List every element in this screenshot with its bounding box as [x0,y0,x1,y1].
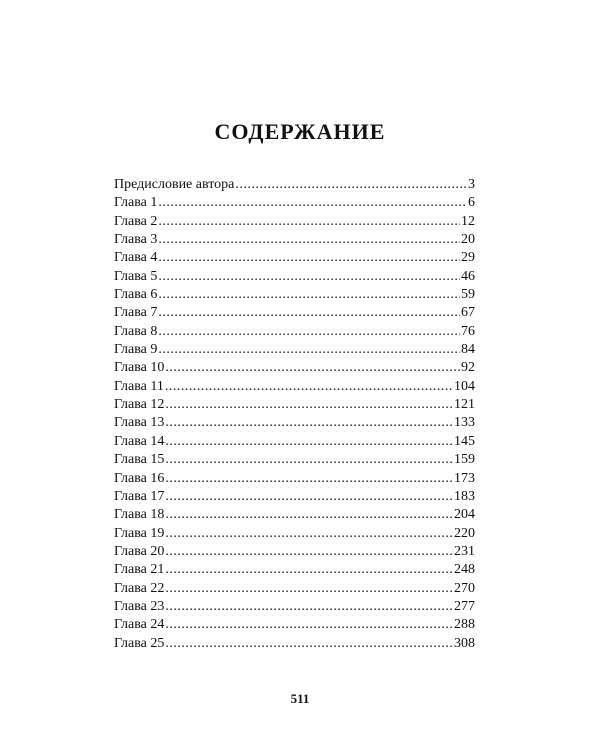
toc-entry[interactable] [114,433,475,451]
toc-dot-leader [165,378,453,396]
toc-entry[interactable] [114,304,475,322]
toc-entry-page: 20 [461,232,475,248]
page-number: 511 [290,691,310,706]
toc-entry[interactable] [114,323,475,341]
toc-entry[interactable] [114,396,475,414]
toc-entry[interactable] [114,635,475,653]
toc-entry[interactable] [114,341,475,359]
toc-dot-leader [158,286,460,304]
toc-entry[interactable] [114,249,475,267]
toc-dot-leader [165,414,453,432]
toc-dot-leader [165,580,453,598]
toc-entry[interactable] [114,488,475,506]
toc-entry-title: Глава 6 [114,287,158,303]
toc-dot-leader [165,561,453,579]
toc-entry[interactable] [114,194,475,212]
toc-entry-page: 288 [454,617,475,633]
toc-entry-page: 29 [461,250,475,266]
toc-entry-title: Глава 2 [114,213,158,229]
toc-entry-title: Глава 11 [114,378,164,394]
page-title: СОДЕРЖАНИЕ [214,119,386,144]
toc-entry-page: 145 [454,433,475,449]
toc-dot-leader [235,176,467,194]
toc-entry[interactable] [114,231,475,249]
toc-entry-title: Глава 15 [114,452,165,468]
toc-entry-title: Глава 7 [114,305,158,321]
toc-entry-title: Глава 3 [114,232,158,248]
toc-entry[interactable] [114,598,475,616]
toc-entry-page: 231 [454,543,475,559]
toc-entry-page: 6 [468,195,475,211]
toc-entry-title: Глава 1 [114,195,158,211]
toc-dot-leader [165,451,453,469]
toc-entry-page: 104 [454,378,475,394]
toc-entry[interactable] [114,506,475,524]
toc-entry-title: Глава 17 [114,488,165,504]
toc-dot-leader [165,433,453,451]
toc-entry-page: 46 [461,268,475,284]
toc-entry-page: 59 [461,287,475,303]
toc-entry-page: 159 [454,452,475,468]
toc-entry[interactable] [114,414,475,432]
toc-dot-leader [165,525,453,543]
toc-entry[interactable] [114,561,475,579]
toc-entry-title: Глава 16 [114,470,165,486]
toc-dot-leader [158,231,460,249]
toc-entry-page: 270 [454,580,475,596]
toc-dot-leader [158,249,460,267]
toc-dot-leader [165,396,453,414]
toc-entry-page: 12 [461,213,475,229]
toc-entry[interactable] [114,470,475,488]
toc-entry-title: Предисловие автора [114,177,235,192]
toc-entry-title: Глава 8 [114,323,158,339]
toc-dot-leader [165,616,453,634]
toc-entry[interactable] [114,286,475,304]
toc-entry-title: Глава 9 [114,342,158,358]
toc-entry[interactable] [114,451,475,469]
toc-dot-leader [158,304,460,322]
toc-entry[interactable] [114,176,475,194]
toc-entry[interactable] [114,359,475,377]
toc-entry-title: Глава 25 [114,635,165,651]
toc-dot-leader [165,470,453,488]
toc-entry-title: Глава 13 [114,415,165,431]
toc-entry-page: 248 [454,562,475,578]
toc-entry-title: Глава 14 [114,433,165,449]
toc-dot-leader [158,194,467,212]
toc-entry-page: 308 [454,635,475,651]
toc-dot-leader [165,543,453,561]
toc-entry-title: Глава 5 [114,268,158,284]
toc-entry-page: 3 [468,177,475,192]
toc-entry-title: Глава 22 [114,580,165,596]
toc-entry[interactable] [114,268,475,286]
toc-entry-page: 183 [454,488,475,504]
toc-entry-page: 84 [461,342,475,358]
toc-dot-leader [165,598,453,616]
toc-dot-leader [165,506,453,524]
toc-entry-page: 121 [454,397,475,413]
toc-entry-page: 76 [461,323,475,339]
toc-dot-leader [165,488,453,506]
toc-dot-leader [165,359,460,377]
toc-entry-title: Глава 4 [114,250,158,266]
toc-entry-page: 220 [454,525,475,541]
toc-entry-title: Глава 23 [114,598,165,614]
table-of-contents [114,176,475,653]
toc-dot-leader [158,341,460,359]
toc-entry-title: Глава 12 [114,397,165,413]
toc-entry-title: Глава 24 [114,617,165,633]
toc-entry-title: Глава 21 [114,562,165,578]
toc-dot-leader [158,323,460,341]
toc-entry[interactable] [114,378,475,396]
toc-entry[interactable] [114,525,475,543]
toc-entry-page: 92 [461,360,475,376]
toc-entry-page: 277 [454,598,475,614]
toc-entry-page: 204 [454,507,475,523]
toc-entry-page: 133 [454,415,475,431]
toc-entry[interactable] [114,580,475,598]
toc-entry[interactable] [114,543,475,561]
toc-entry-title: Глава 20 [114,543,165,559]
toc-dot-leader [165,635,453,653]
toc-dot-leader [158,268,460,286]
toc-entry[interactable] [114,213,475,231]
toc-entry-title: Глава 19 [114,525,165,541]
toc-entry-page: 173 [454,470,475,486]
toc-dot-leader [158,213,460,231]
toc-entry-page: 67 [461,305,475,321]
toc-entry[interactable] [114,616,475,634]
toc-entry-title: Глава 18 [114,507,165,523]
toc-entry-title: Глава 10 [114,360,165,376]
